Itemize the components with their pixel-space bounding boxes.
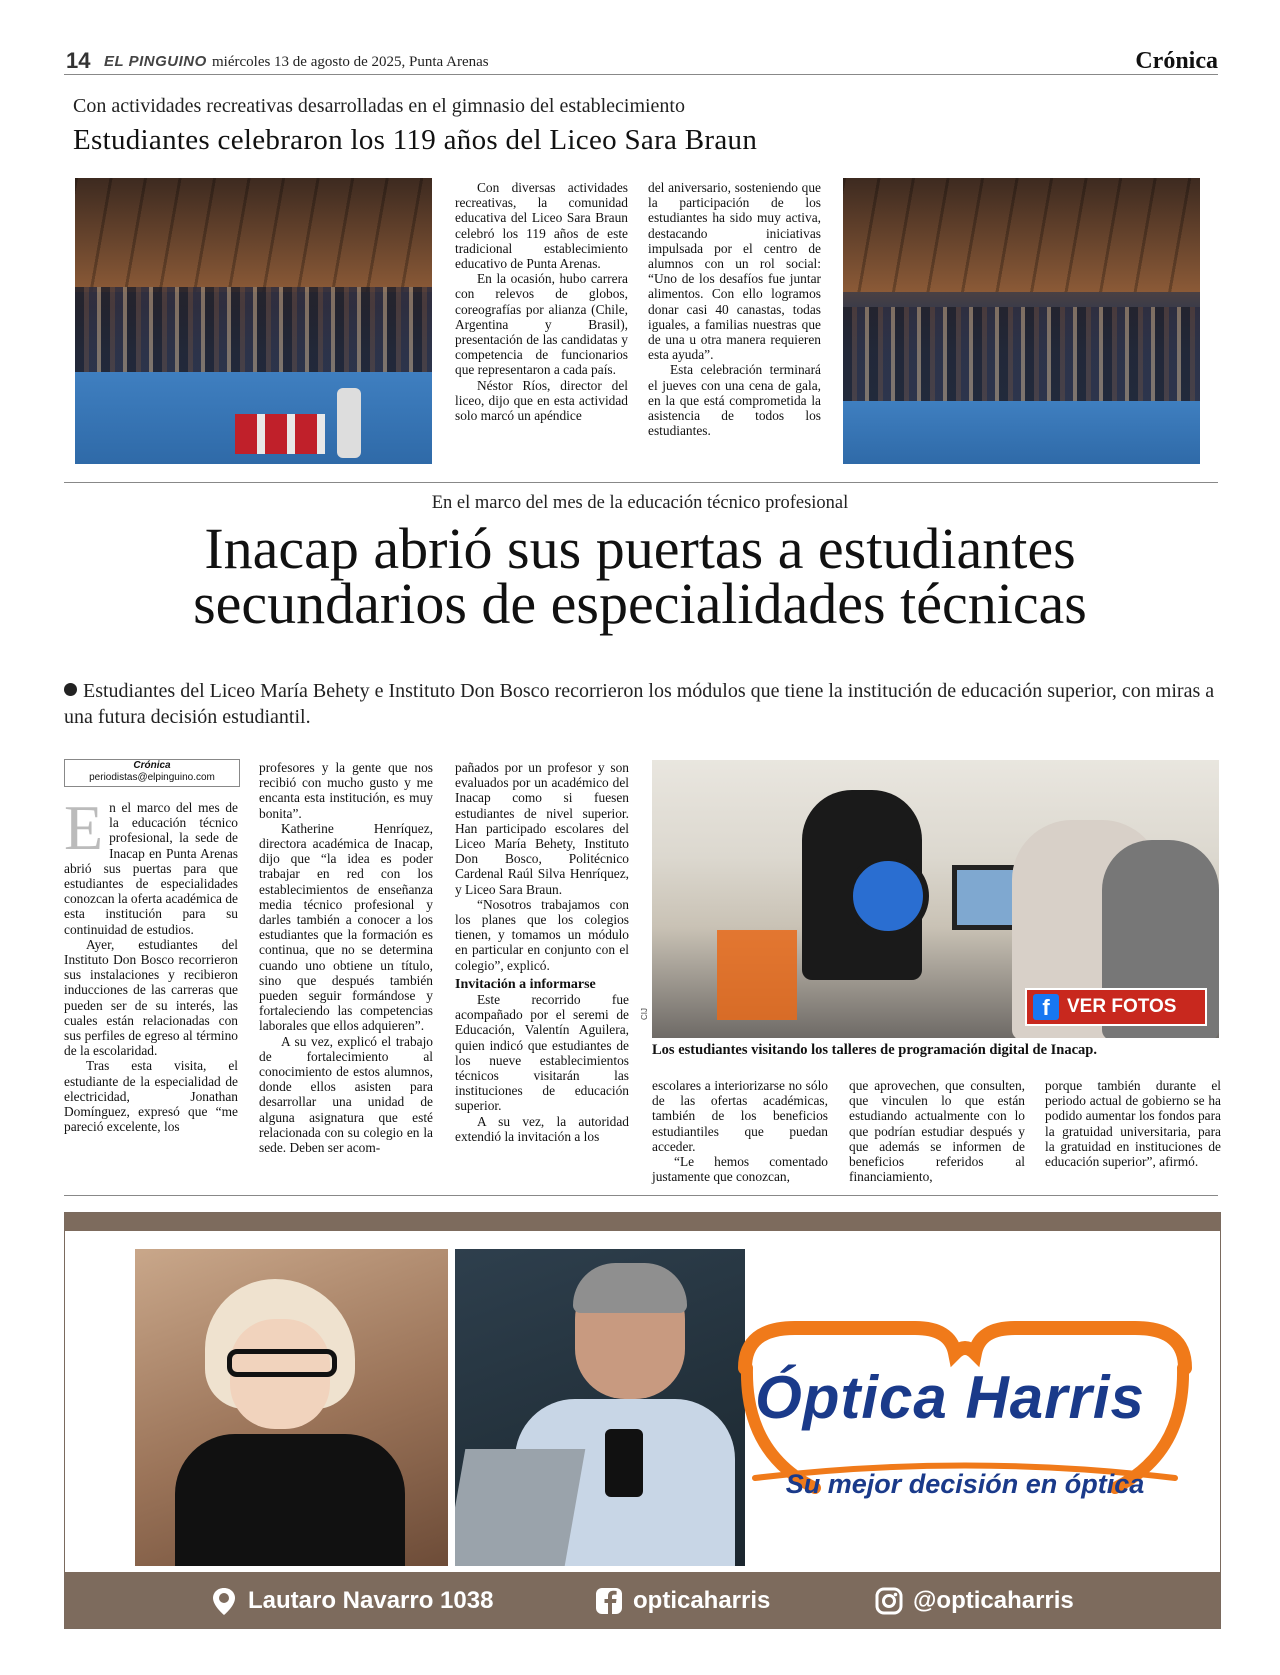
ad-top-bar — [65, 1213, 1220, 1231]
ad-contact-bar — [65, 1572, 1220, 1628]
byline-section: Crónica — [133, 760, 171, 771]
gym-celebration-photo-left — [75, 178, 432, 464]
paragraph: Con diversas actividades recreativas, la comunidad educativa del Liceo Sara Braun celebró los 119 años de este tradicional establecimiento educativo de Punta Arenas. — [455, 180, 628, 272]
paragraph: En la ocasión, hubo carrera con relevos de globos, coreografías por alianza (Chile, Argentina y Brasil), presentación de las candidatas y competencia de funcionarios que representaron a cada país. — [455, 271, 628, 378]
ad-facebook[interactable] — [595, 1586, 770, 1616]
location-pin-icon — [210, 1586, 238, 1616]
article1-kicker: Con actividades recreativas desarrolladas en el gimnasio del establecimiento — [73, 95, 685, 117]
photo-caption: Los estudiantes visitando los talleres de programación digital de Inacap. — [652, 1042, 1097, 1058]
ad-woman-with-glasses-photo — [135, 1249, 448, 1566]
paragraph: n el marco del mes de la educación técnico profesional, la sede de Inacap en Punta Arenas abrió sus puertas para que estudiantes de especialidades conozcan la oferta académica de esta institución para su continuidad de estudios. — [64, 800, 238, 937]
facebook-icon: f — [1033, 994, 1059, 1020]
drop-cap: E — [64, 792, 104, 863]
paragraph: porque también durante el periodo actual de gobierno se ha podido aumentar los fondos para la gratuidad universitaria, para la gratuidad en instituciones de educación superior”, afirmó. — [1045, 1078, 1221, 1170]
facebook-handle: opticaharris — [633, 1587, 771, 1614]
section-title: Crónica — [1135, 48, 1218, 74]
ver-fotos-button[interactable] — [1025, 988, 1207, 1026]
paragraph: Néstor Ríos, director del liceo, dijo que en esta actividad solo marcó un apéndice — [455, 377, 628, 424]
instagram-icon — [875, 1586, 903, 1616]
ad-tagline: Su mejor decisión en óptica — [785, 1469, 1145, 1499]
article-divider — [64, 482, 1218, 483]
article1-column-1 — [455, 180, 628, 423]
article2-column-6 — [1045, 1078, 1221, 1169]
newspaper-brand: EL PINGUINO — [104, 53, 207, 70]
page-number: 14 — [66, 48, 91, 73]
paragraph: escolares a interiorizarse no sólo de las ofertas académicas, también de los beneficios estudiantiles que puedan acceder. — [652, 1078, 828, 1154]
headline-line-2: secundarios de especialidades técnicas — [193, 571, 1087, 636]
address-text: Lautaro Navarro 1038 — [248, 1587, 494, 1614]
paragraph: pañados por un profesor y son evaluados por un académico del Inacap como si fuesen estudiantes de nivel superior. Han participado escolares del Liceo María Behety, Instituto Don Bosco, Politécnico Cardenal Raúl Silva Henríquez, y Liceo Sara Braun. — [455, 760, 629, 897]
paragraph: “Le hemos comentado justamente que conozcan, — [652, 1154, 828, 1185]
paragraph: Este recorrido fue acompañado por el seremi de Educación, Valentín Aguilera, quien indicó que estudiantes de los nueve establecimientos técnicos visitarán las instituciones de educación superior. — [455, 992, 629, 1114]
article1-column-2 — [648, 180, 821, 438]
ad-brand-name: Óptica Harris — [755, 1364, 1145, 1431]
paragraph: A su vez, la autoridad extendió la invitación a los — [455, 1113, 629, 1144]
lead-text: Estudiantes del Liceo María Behety e Instituto Don Bosco recorrieron los módulos que tiene la institución de educación superior, con miras a una futura decisión estudiantil. — [64, 680, 1215, 728]
paragraph: Tras esta visita, el estudiante de la especialidad de electricidad, Jonathan Domínguez, expresó que “me pareció excelente, los — [64, 1058, 238, 1135]
paragraph: A su vez, explicó el trabajo de fortalecimiento al conocimiento de estos alumnos, donde ellos asisten para desarrollar una unidad de alguna asignatura que esté relacionada con su colegio en la sede. Deben ser acom- — [259, 1033, 433, 1156]
article2-column-4 — [652, 1078, 828, 1184]
ver-fotos-label: VER FOTOS — [1067, 996, 1177, 1017]
ad-address — [210, 1586, 493, 1616]
paragraph: que aprovechen, que consulten, que vinculen lo que están estudiando actualmente con lo que podrían estudiar después y que además se informen de beneficios referidos al financiamiento, — [849, 1078, 1025, 1185]
paragraph: profesores y la gente que nos recibió con mucho gusto y me encanta esta institución, es muy bonita”. — [259, 760, 433, 821]
article2-headline — [0, 516, 1280, 636]
paragraph: Katherine Henríquez, directora académica de Inacap, dijo que “la idea es poder trabajar en red con los establecimientos de enseñanza media técnico profesional y darles también a conocer a los estudiantes que la formación es continua, que no se determina cuando uno obtiene un título, sino que después también pueden seguir formándose y fortaleciendo las competencias laborales que ellos adquieren”. — [259, 820, 433, 1034]
article1-title: Estudiantes celebraron los 119 años del Liceo Sara Braun — [73, 124, 758, 156]
header-divider — [64, 74, 1218, 75]
photo-credit: CIJ — [640, 1008, 649, 1020]
article2-column-5 — [849, 1078, 1025, 1184]
article2-kicker: En el marco del mes de la educación técnico profesional — [431, 493, 849, 513]
paragraph: “Nosotros trabajamos con los planes que los colegios tienen, y tomamos un módulo en particular en conjunto con el colegio”, explicó. — [455, 896, 629, 973]
article-divider — [64, 1195, 1218, 1196]
bullet-icon — [64, 683, 77, 696]
ad-man-with-phone-photo — [455, 1249, 745, 1566]
paragraph: Ayer, estudiantes del Instituto Don Bosco recorrieron sus instalaciones y recibieron inducciones de las carreras que pueden ser de su interés, las cuales están relacionadas con sus perfiles de egreso al término de la escolaridad. — [64, 936, 238, 1059]
paragraph: del aniversario, sosteniendo que la participación de los estudiantes ha sido muy activa, destacando iniciativas impulsada por el centro de alumnos con un rol social: “Uno de los desafíos fue juntar alimentos. Con ello logramos donar casi 40 canastas, todas iguales, a familias nuestras que de una u otra manera requieren esta ayuda”. — [648, 180, 821, 363]
headline-line-1: Inacap abrió sus puertas a estudiantes — [204, 516, 1076, 581]
gym-celebration-photo-right — [843, 178, 1200, 464]
facebook-icon — [595, 1586, 623, 1616]
byline-email: periodistas@elpinguino.com — [89, 772, 215, 783]
article2-column-1 — [64, 792, 238, 1135]
article2-lead — [64, 678, 1224, 730]
article2-column-2 — [259, 760, 433, 1155]
ad-instagram[interactable] — [875, 1586, 1074, 1616]
paragraph: Esta celebración terminará el jueves con una cena de gala, en la que está comprometida la asistencia de todos los estudiantes. — [648, 362, 821, 439]
article2-column-3 — [455, 760, 629, 1144]
instagram-handle: @opticaharris — [913, 1587, 1074, 1614]
edition-date: miércoles 13 de agosto de 2025, Punta Arenas — [212, 54, 489, 70]
subheading: Invitación a informarse — [455, 976, 596, 992]
inacap-workshop-photo — [652, 760, 1219, 1038]
optica-harris-ad[interactable] — [64, 1212, 1221, 1629]
byline-box — [64, 759, 240, 787]
